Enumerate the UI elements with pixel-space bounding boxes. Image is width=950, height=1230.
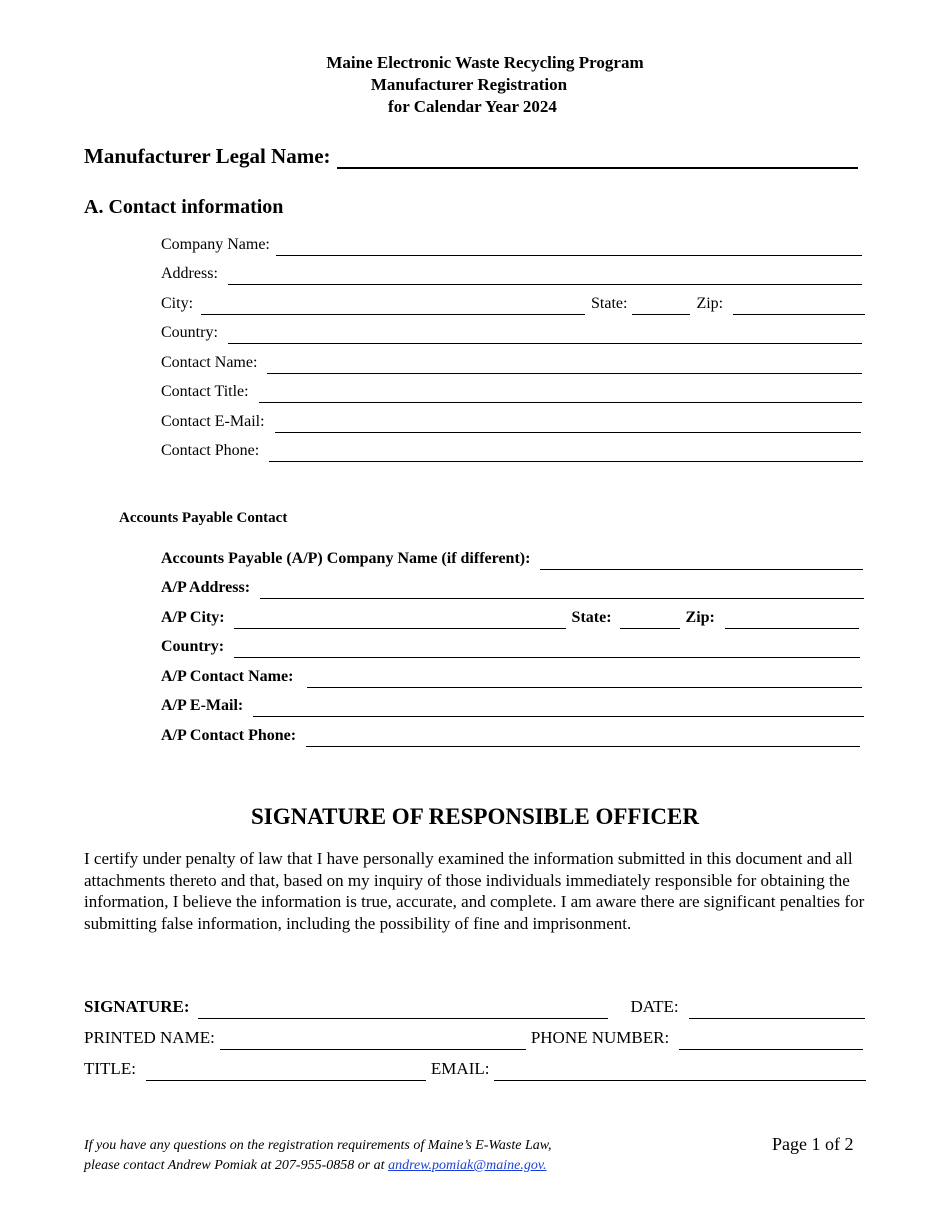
legal-name-field[interactable] bbox=[337, 147, 858, 169]
contact-title-row bbox=[161, 381, 862, 403]
printed-name-label: PRINTED NAME: bbox=[84, 1028, 215, 1047]
state-label: State: bbox=[591, 295, 628, 312]
program-title: Maine Electronic Waste Recycling Program bbox=[326, 53, 644, 72]
accounts-payable-heading: Accounts Payable Contact bbox=[119, 510, 288, 526]
company-name-label: Company Name: bbox=[161, 236, 270, 253]
footer-contact-text: please contact Andrew Pomiak at 207-955-0858 or at bbox=[84, 1158, 389, 1173]
contact-name-field[interactable] bbox=[267, 357, 862, 374]
ap-state-label: State: bbox=[571, 609, 612, 626]
legal-name-label: Manufacturer Legal Name: bbox=[84, 144, 331, 168]
page-number: Page 1 of 2 bbox=[772, 1134, 854, 1154]
ap-zip-label: Zip: bbox=[685, 609, 715, 626]
ap-contact-phone-field[interactable] bbox=[306, 730, 860, 747]
calendar-year: for Calendar Year 2024 bbox=[388, 97, 557, 116]
contact-title-label: Contact Title: bbox=[161, 383, 249, 400]
phone-number-field[interactable] bbox=[679, 1033, 863, 1050]
country-row bbox=[161, 322, 862, 344]
printed-name-field[interactable] bbox=[220, 1033, 526, 1050]
contact-phone-row bbox=[161, 440, 863, 462]
ap-country-label: Country: bbox=[161, 638, 225, 655]
contact-email-link[interactable]: andrew.pomiak@maine.gov bbox=[388, 1158, 544, 1173]
title-field[interactable] bbox=[146, 1064, 426, 1081]
ap-country-field[interactable] bbox=[234, 641, 860, 658]
city-state-zip-row bbox=[161, 293, 865, 315]
contact-email-field[interactable] bbox=[275, 416, 861, 433]
signature-label: SIGNATURE: bbox=[84, 997, 190, 1016]
company-name-row bbox=[161, 234, 862, 256]
section-a-title: A. Contact information bbox=[84, 196, 284, 218]
footer-line-1: If you have any questions on the registration requirements of Maine’s E-Waste Law, bbox=[84, 1138, 552, 1153]
manufacturer-legal-name-row bbox=[84, 144, 858, 169]
ap-city-label: A/P City: bbox=[161, 609, 225, 626]
country-field[interactable] bbox=[228, 327, 862, 344]
contact-name-row bbox=[161, 352, 862, 374]
date-label: DATE: bbox=[630, 997, 679, 1016]
ap-contact-name-row bbox=[161, 666, 862, 688]
title-email-row bbox=[84, 1059, 866, 1081]
date-field[interactable] bbox=[689, 1002, 865, 1019]
contact-name-label: Contact Name: bbox=[161, 354, 258, 371]
company-name-field[interactable] bbox=[276, 239, 862, 256]
title-label: TITLE: bbox=[84, 1059, 136, 1078]
footer-note bbox=[84, 1136, 552, 1176]
ap-address-label: A/P Address: bbox=[161, 579, 251, 596]
zip-field[interactable] bbox=[733, 298, 865, 315]
state-field[interactable] bbox=[632, 298, 690, 315]
zip-label: Zip: bbox=[696, 295, 724, 312]
ap-address-field[interactable] bbox=[260, 582, 864, 599]
signature-section-heading: SIGNATURE OF RESPONSIBLE OFFICER bbox=[251, 804, 699, 829]
ap-address-row bbox=[161, 577, 864, 599]
ap-email-row bbox=[161, 695, 864, 717]
address-row bbox=[161, 263, 862, 285]
document-header bbox=[0, 52, 950, 118]
contact-title-field[interactable] bbox=[259, 386, 862, 403]
country-label: Country: bbox=[161, 324, 218, 341]
contact-phone-label: Contact Phone: bbox=[161, 442, 260, 459]
footer-line-2 bbox=[84, 1156, 552, 1176]
ap-city-field[interactable] bbox=[234, 612, 566, 629]
contact-email-label: Contact E-Mail: bbox=[161, 413, 265, 430]
printed-name-phone-row bbox=[84, 1028, 863, 1050]
signature-field[interactable] bbox=[198, 1002, 608, 1019]
ap-contact-phone-label: A/P Contact Phone: bbox=[161, 727, 297, 744]
ap-company-name-row bbox=[161, 548, 863, 570]
ap-contact-phone-row bbox=[161, 725, 860, 747]
certification-statement: I certify under penalty of law that I have personally examined the information submitted in this document and all attachments thereto and that, based on my inquiry of those individuals immediately responsible for obtaining the information, I believe the information is true, accurate, and complete. I am aware there are significant penalties for submitting false information, including the possibility of fine and imprisonment. bbox=[84, 849, 865, 933]
contact-phone-field[interactable] bbox=[269, 445, 863, 462]
city-field[interactable] bbox=[201, 298, 585, 315]
ap-company-name-field[interactable] bbox=[540, 553, 863, 570]
ap-country-row bbox=[161, 636, 860, 658]
ap-email-field[interactable] bbox=[253, 700, 864, 717]
email-label: EMAIL: bbox=[430, 1059, 490, 1078]
signature-date-row bbox=[84, 997, 865, 1019]
form-title: Manufacturer Registration bbox=[370, 75, 568, 94]
ap-contact-name-field[interactable] bbox=[307, 671, 862, 688]
ap-contact-name-label: A/P Contact Name: bbox=[161, 668, 294, 685]
email-field[interactable] bbox=[494, 1064, 866, 1081]
phone-number-label: PHONE NUMBER: bbox=[530, 1028, 670, 1047]
ap-zip-field[interactable] bbox=[725, 612, 859, 629]
footer-period: . bbox=[543, 1158, 547, 1173]
address-field[interactable] bbox=[228, 268, 862, 285]
address-label: Address: bbox=[161, 265, 218, 282]
contact-email-row bbox=[161, 411, 861, 433]
ap-company-name-label: Accounts Payable (A/P) Company Name (if different): bbox=[161, 550, 531, 567]
ap-city-state-zip-row bbox=[161, 607, 859, 629]
city-label: City: bbox=[161, 295, 194, 312]
ap-state-field[interactable] bbox=[620, 612, 680, 629]
ap-email-label: A/P E-Mail: bbox=[161, 697, 244, 714]
